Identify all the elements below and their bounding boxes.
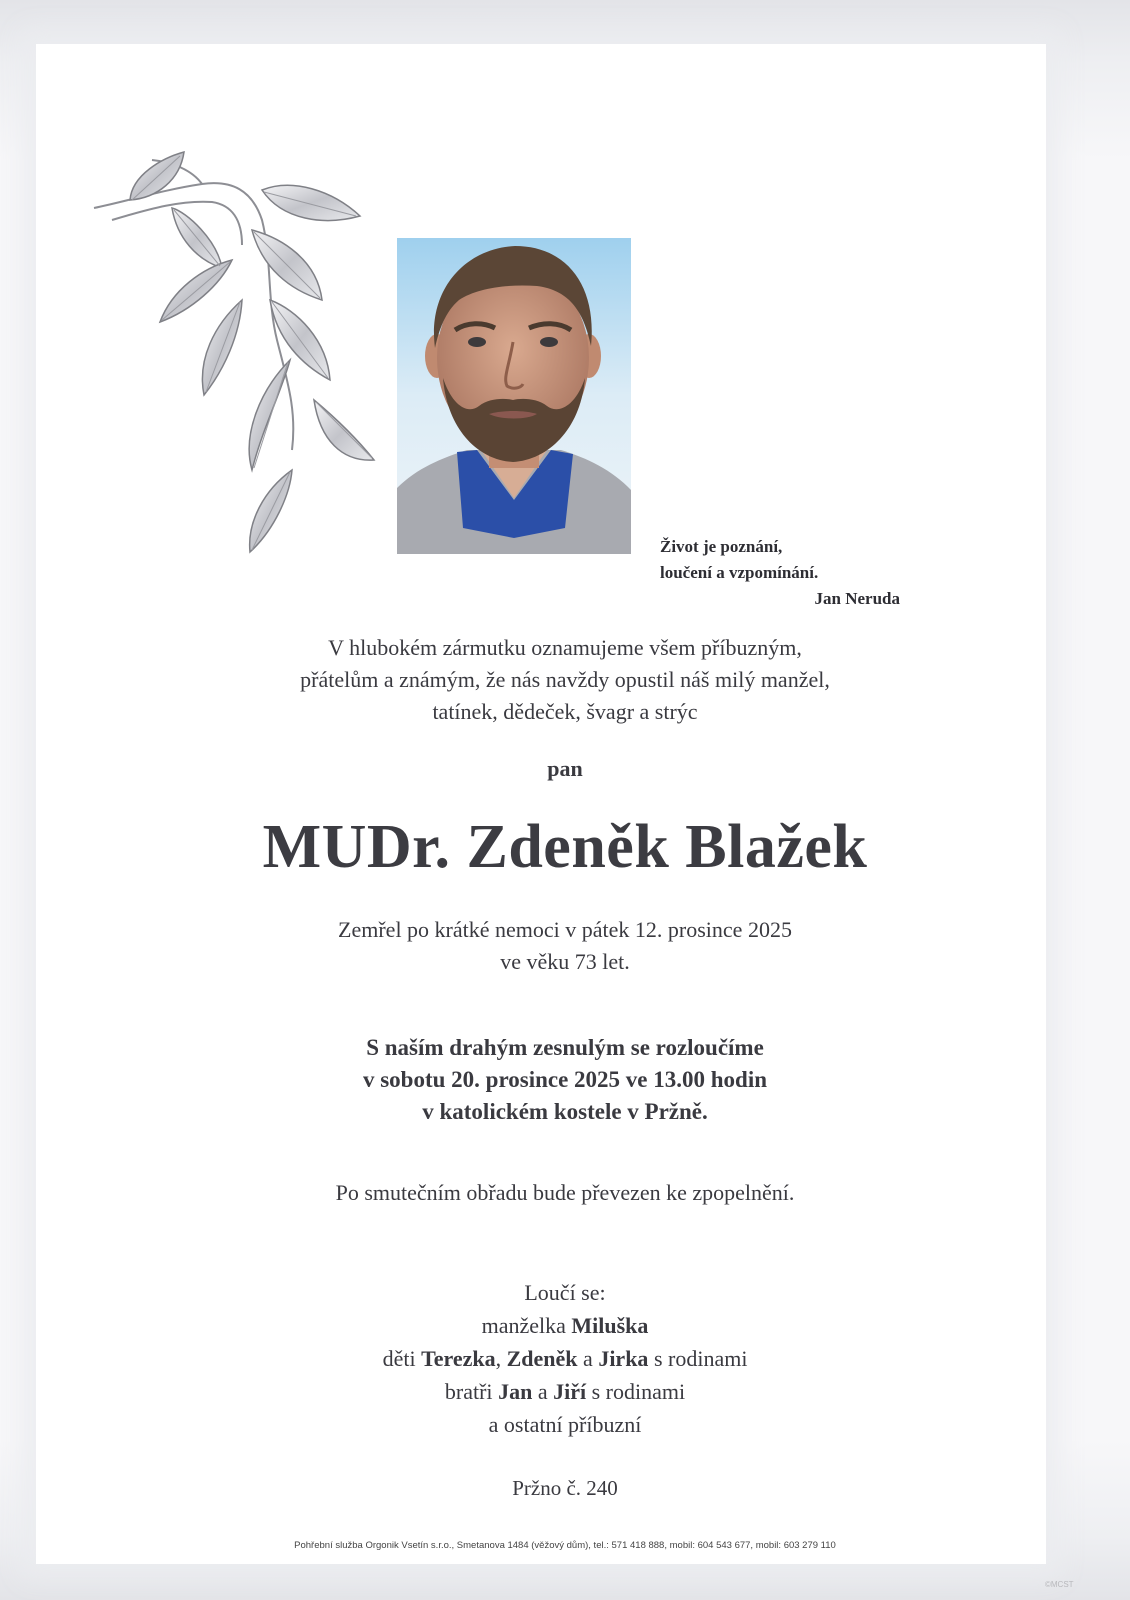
death-info-line-1: Zemřel po krátké nemoci v pátek 12. prosince 2025 bbox=[338, 917, 792, 942]
title-word: pan bbox=[547, 756, 583, 781]
death-info bbox=[0, 914, 1130, 978]
mourner-children bbox=[0, 1342, 1130, 1375]
wife-name: Miluška bbox=[571, 1313, 649, 1338]
quote-block bbox=[660, 534, 910, 612]
watermark: ©MCST bbox=[1045, 1580, 1074, 1589]
announcement-text bbox=[0, 632, 1130, 728]
portrait-photo-icon bbox=[397, 238, 631, 554]
leaf-8 bbox=[249, 360, 290, 470]
mourners-list bbox=[0, 1276, 1130, 1441]
announcement-line-1: V hlubokém zármutku oznamujeme všem příbuzným, bbox=[328, 635, 802, 660]
quote-line-1: Život je poznání, bbox=[660, 537, 783, 556]
announcement-line-2: přátelům a známým, že nás navždy opustil náš milý manžel, bbox=[300, 667, 830, 692]
announcement-line-3: tatínek, dědeček, švagr a strýc bbox=[432, 699, 698, 724]
ceremony-line-1: S naším drahým zesnulým se rozloučíme bbox=[366, 1035, 764, 1060]
quote-author: Jan Neruda bbox=[814, 589, 900, 608]
brother-2: Jiří bbox=[553, 1379, 587, 1404]
child-2: Zdeněk bbox=[506, 1346, 578, 1371]
leaf-2 bbox=[262, 185, 360, 220]
deceased-name: MUDr. Zdeněk Blažek bbox=[262, 813, 868, 881]
children-suffix: s rodinami bbox=[648, 1346, 748, 1371]
mourners-heading: Loučí se: bbox=[524, 1280, 606, 1305]
mourner-wife bbox=[0, 1309, 1130, 1342]
mourner-others: a ostatní příbuzní bbox=[488, 1412, 642, 1437]
death-info-line-2: ve věku 73 let. bbox=[500, 949, 630, 974]
wife-prefix: manželka bbox=[481, 1313, 572, 1338]
quote-line-2: loučení a vzpomínání. bbox=[660, 563, 819, 582]
children-prefix: děti bbox=[382, 1346, 422, 1371]
leaf-branch-ornament-icon bbox=[92, 150, 392, 570]
ceremony-line-2: v sobotu 20. prosince 2025 ve 13.00 hodin bbox=[362, 1067, 768, 1092]
cremation-note: Po smutečním obřadu bude převezen ke zpopelnění. bbox=[335, 1180, 795, 1205]
brothers-suffix: s rodinami bbox=[586, 1379, 686, 1404]
children-conjunction: a bbox=[577, 1346, 599, 1371]
brothers-prefix: bratři bbox=[444, 1379, 499, 1404]
address: Pržno č. 240 bbox=[512, 1476, 618, 1500]
mourner-brothers bbox=[0, 1375, 1130, 1408]
children-separator: , bbox=[495, 1346, 507, 1371]
brother-1: Jan bbox=[498, 1379, 533, 1404]
leaf-7 bbox=[202, 300, 242, 395]
ceremony-info bbox=[0, 1032, 1130, 1128]
ceremony-line-3: v katolickém kostele v Pržně. bbox=[422, 1099, 708, 1124]
funeral-service-footer: Pohřební služba Orgonik Vsetín s.r.o., Smetanova 1484 (věžový dům), tel.: 571 418 888, mobil: 604 543 677, mobil: 603 279 110 bbox=[294, 1540, 836, 1551]
brothers-conjunction: a bbox=[532, 1379, 554, 1404]
child-3: Jirka bbox=[598, 1346, 649, 1371]
child-1: Terezka bbox=[421, 1346, 496, 1371]
